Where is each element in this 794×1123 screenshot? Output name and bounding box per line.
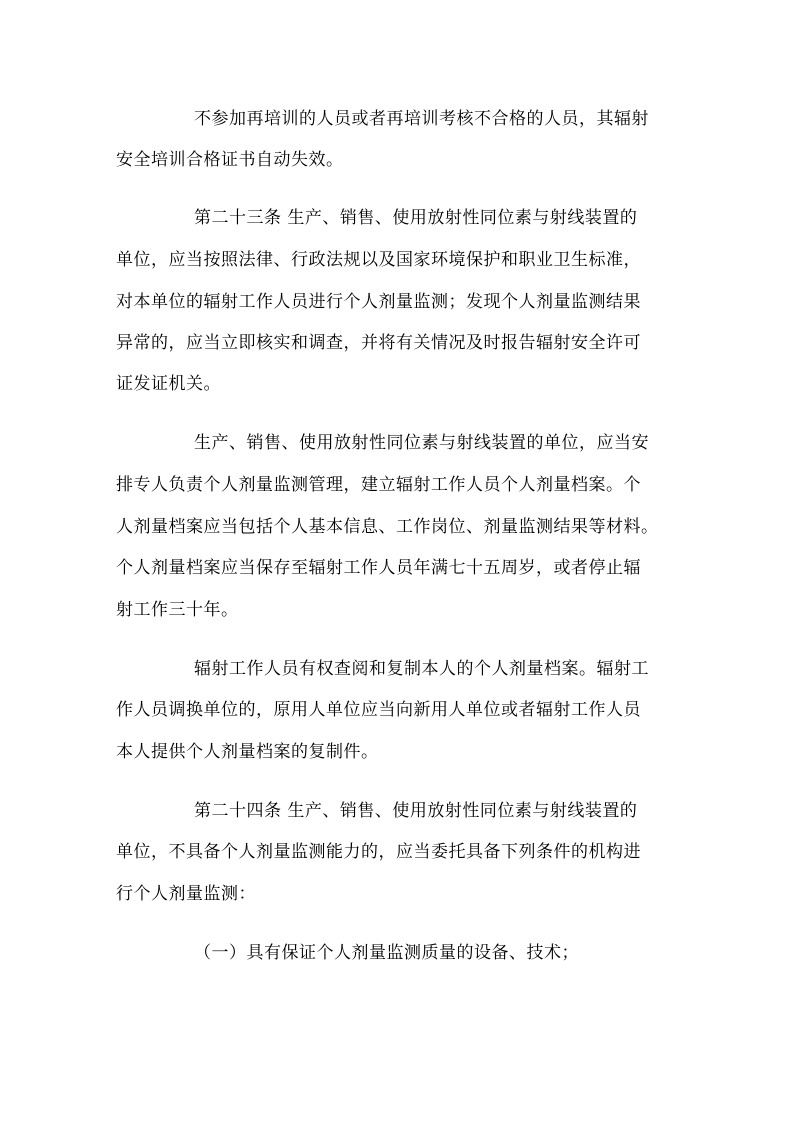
paragraph-3-line-5: 射工作三十年。: [116, 600, 239, 620]
paragraph-2-line-4: 异常的，应当立即核实和调查，并将有关情况及时报告辐射安全许可: [116, 333, 641, 353]
paragraph-5-line-2: 单位，不具备个人剂量监测能力的，应当委托具备下列条件的机构进: [116, 842, 641, 862]
paragraph-5-line-3: 行个人剂量监测：: [116, 884, 256, 904]
paragraph-4-line-2: 作人员调换单位的，原用人单位应当向新用人单位或者辐射工作人员: [116, 700, 641, 720]
paragraph-2-line-5: 证发证机关。: [116, 374, 221, 394]
paragraph-6-line-1: （一）具有保证个人剂量监测质量的设备、技术；: [194, 943, 579, 963]
paragraph-4-line-3: 本人提供个人剂量档案的复制件。: [116, 742, 379, 762]
paragraph-2-line-1: 第二十三条 生产、销售、使用放射性同位素与射线装置的: [194, 208, 638, 228]
paragraph-1-line-1: 不参加再培训的人员或者再培训考核不合格的人员，其辐射: [194, 109, 649, 129]
paragraph-5-line-1: 第二十四条 生产、销售、使用放射性同位素与射线装置的: [194, 801, 638, 821]
paragraph-3-line-4: 个人剂量档案应当保存至辐射工作人员年满七十五周岁，或者停止辐: [116, 558, 641, 578]
paragraph-3-line-2: 排专人负责个人剂量监测管理，建立辐射工作人员个人剂量档案。个: [116, 475, 641, 495]
paragraph-3-line-1: 生产、销售、使用放射性同位素与射线装置的单位，应当安: [194, 433, 649, 453]
paragraph-4-line-1: 辐射工作人员有权查阅和复制本人的个人剂量档案。辐射工: [194, 659, 649, 679]
paragraph-2-line-2: 单位，应当按照法律、行政法规以及国家环境保护和职业卫生标准，: [116, 250, 641, 270]
paragraph-2-line-3: 对本单位的辐射工作人员进行个人剂量监测；发现个人剂量监测结果: [116, 292, 641, 312]
paragraph-1-line-2: 安全培训合格证书自动失效。: [116, 150, 344, 170]
paragraph-3-line-3: 人剂量档案应当包括个人基本信息、工作岗位、剂量监测结果等材料。: [116, 517, 659, 537]
